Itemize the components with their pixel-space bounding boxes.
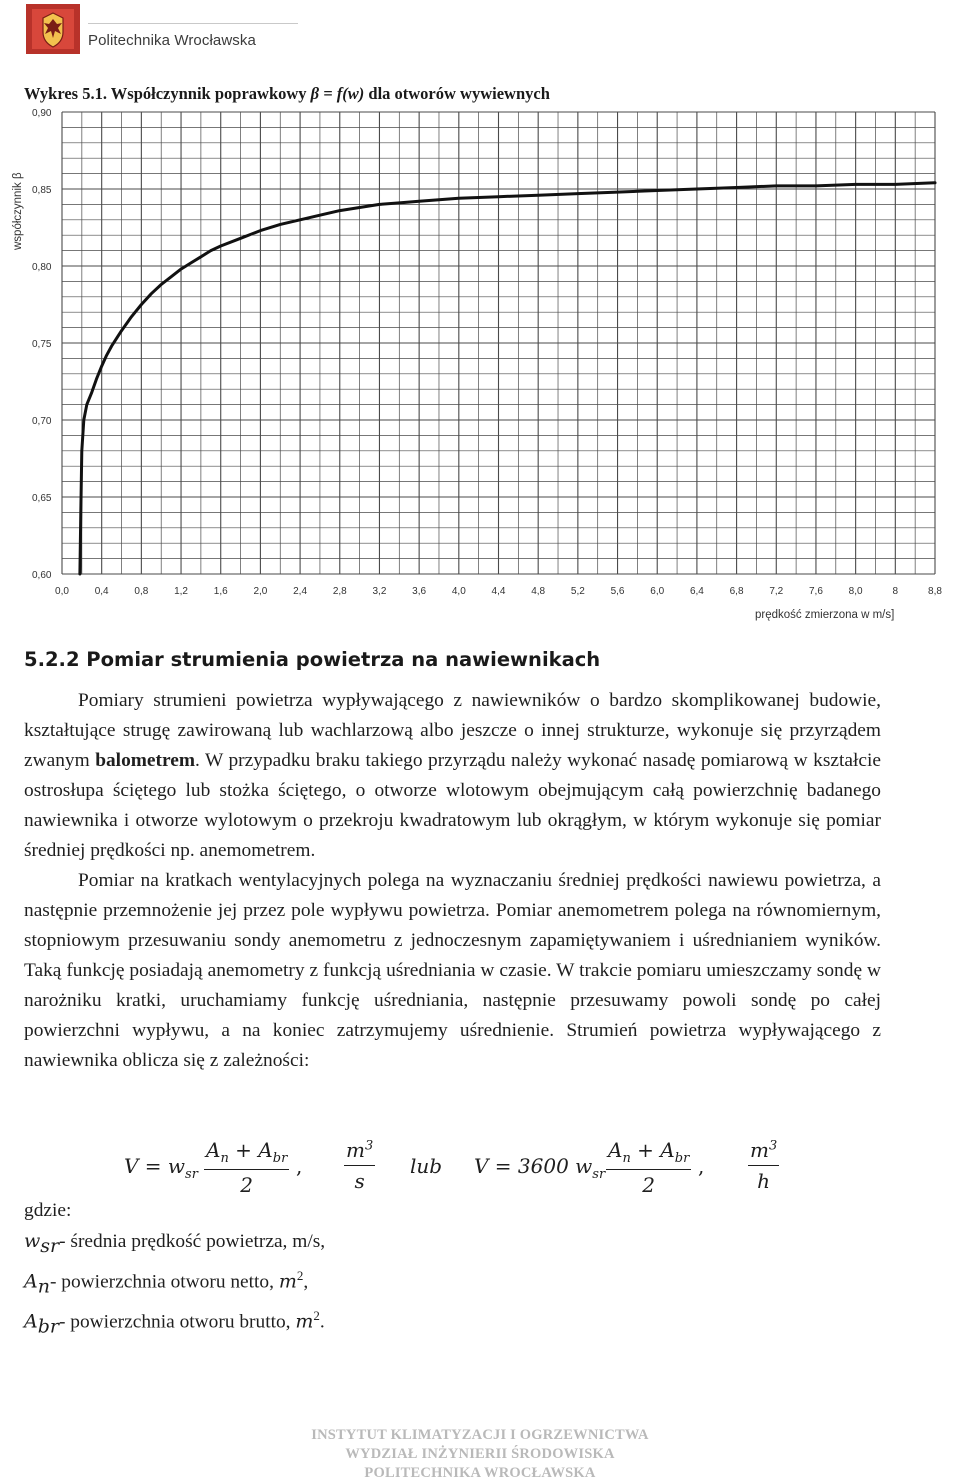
x-tick-label: 0,4 — [94, 586, 109, 597]
section-heading: 5.2.2 Pomiar strumienia powietrza na nawiewnikach — [24, 648, 601, 671]
footer-line-3: POLITECHNIKA WROCŁAWSKA — [364, 1465, 596, 1481]
formula-comma-2: , — [698, 1154, 705, 1178]
chart-svg — [0, 104, 960, 628]
caption-suffix: dla otworów wywiewnych — [364, 84, 550, 103]
x-tick-label: 1,2 — [174, 586, 188, 597]
x-axis-label: prędkość zmierzona w m/s] — [755, 609, 895, 621]
formula-fraction-1: $A_n + A_{br}$ 2 — [206, 1138, 288, 1197]
x-tick-label: 2,8 — [332, 586, 347, 597]
x-tick-label: 6,8 — [729, 586, 744, 597]
x-tick-label: 2,0 — [253, 586, 268, 597]
y-tick-label: 0,65 — [32, 493, 52, 504]
legend-item: $A_n-$ powierzchnia otworu netto, $m^2$, — [24, 1267, 309, 1298]
caption-prefix: Wykres 5.1. Współczynnik poprawkowy — [24, 84, 311, 103]
formula-lhs-2: V = 3600 $w_{sr}$ — [474, 1154, 606, 1182]
legend-item: $A_{br}-$ powierzchnia otworu brutto, $m^2$. — [24, 1308, 325, 1338]
footer-line-1: INSTYTUT KLIMATYZACJI I OGRZEWNICTWA — [311, 1427, 649, 1443]
formula-fraction-2: $A_n + A_{br}$ 2 — [608, 1138, 690, 1197]
series-curve — [80, 183, 935, 574]
formula-unit-1: $\frac{m^3}{s}$ — [346, 1138, 374, 1193]
page-header — [26, 4, 326, 56]
x-tick-label: 8 — [892, 586, 899, 597]
x-tick-label: 0,8 — [134, 586, 149, 597]
y-ticks — [32, 108, 52, 581]
x-tick-label: 5,6 — [610, 586, 625, 597]
x-tick-label: 3,6 — [412, 586, 427, 597]
x-tick-label: 8,8 — [928, 586, 942, 597]
x-tick-label: 3,2 — [372, 586, 387, 597]
y-tick-label: 0,85 — [32, 185, 52, 196]
x-tick-label: 6,0 — [650, 586, 665, 597]
paragraph-1 — [24, 686, 881, 866]
legend-label: gdzie: — [24, 1200, 72, 1221]
chart — [0, 104, 960, 628]
x-tick-label: 1,6 — [213, 586, 228, 597]
footer-line-2: WYDZIAŁ INŻYNIERII ŚRODOWISKA — [345, 1446, 615, 1462]
university-logo-icon — [26, 4, 80, 54]
y-tick-label: 0,60 — [32, 570, 52, 581]
symbol-legend — [24, 1196, 325, 1342]
org-name: Politechnika Wrocławska — [88, 32, 256, 49]
x-tick-label: 2,4 — [293, 586, 308, 597]
formula-lhs: $V = w_{sr}$ — [124, 1154, 198, 1182]
x-ticks — [55, 586, 942, 597]
flow-formula — [0, 1134, 960, 1200]
formula-or: lub — [410, 1154, 443, 1178]
paragraph-1-text-b: . W przypadku braku takiego przyrządu należy wykonać nasadę pomiarową w kształcie ostrosłupa ściętego lub stożka ściętego, o otworze wlotowym obejmującym całą powierzchnię badanego nawiewnika i otworze wylotowym o przekroju kwadratowym lub okrągłym, w którym wykonuje się pomiar średniej prędkości np. anemometrem. — [24, 750, 881, 861]
grid — [62, 112, 935, 574]
x-tick-label: 0,0 — [55, 586, 69, 597]
y-tick-label: 0,75 — [32, 339, 52, 350]
y-tick-label: 0,80 — [32, 262, 52, 273]
x-tick-label: 4,4 — [491, 586, 506, 597]
y-axis-label: współczynnik β — [12, 172, 24, 250]
x-tick-label: 8,0 — [848, 586, 863, 597]
paragraph-2: Pomiar na kratkach wentylacyjnych polega na wyznaczaniu średniej prędkości nawiewu powietrza, a następnie przemnożenie jej przez pole wypływu powietrza. Pomiar anemometrem polega na równomiernym, stopniowym przesuwaniu sondy anemometru z jednoczesnym zapamiętywaniem i uśrednianiem wyników. Taką funkcję posiadają anemometry z funkcją uśredniania w czasie. W trakcie pomiaru umieszczamy sondę w narożniku kratki, uruchamiamy funkcję uśredniania, następnie przesuwamy powoli sondę po całej powierzchni wypływu, a na koniec zatrzymujemy uśrednienie. Strumień powietrza wypływającego z nawiewnika oblicza się z zależności: — [24, 870, 881, 1071]
body-text — [24, 686, 881, 1076]
chart-caption — [24, 84, 550, 104]
x-tick-label: 5,2 — [570, 586, 585, 597]
x-tick-label: 4,8 — [531, 586, 546, 597]
x-tick-label: 6,4 — [689, 586, 704, 597]
x-tick-label: 7,6 — [809, 586, 823, 597]
header-rule — [88, 23, 298, 24]
y-tick-label: 0,90 — [32, 108, 52, 119]
x-tick-label: 7,2 — [769, 586, 784, 597]
page-footer — [0, 1426, 960, 1483]
y-tick-label: 0,70 — [32, 416, 52, 427]
balometr-term: balometrem — [95, 750, 195, 771]
legend-item: $w_{sr}-$ średnia prędkość powietrza, m/s, — [24, 1230, 326, 1257]
formula-comma-1: , — [296, 1154, 303, 1178]
x-tick-label: 4,0 — [451, 586, 466, 597]
formula-unit-2: $\frac{m^3}{h}$ — [750, 1138, 778, 1193]
caption-formula: β = f(w) — [310, 84, 365, 103]
paragraph-1-text-a: Pomiary strumieni powietrza wypływającego z nawiewników o bardzo skomplikowanej budowie, kształtujące strugę zawirowaną lub wachlarzową albo jeszcze o innej strukturze, wykonuje się przyrządem zwanym — [24, 690, 881, 771]
